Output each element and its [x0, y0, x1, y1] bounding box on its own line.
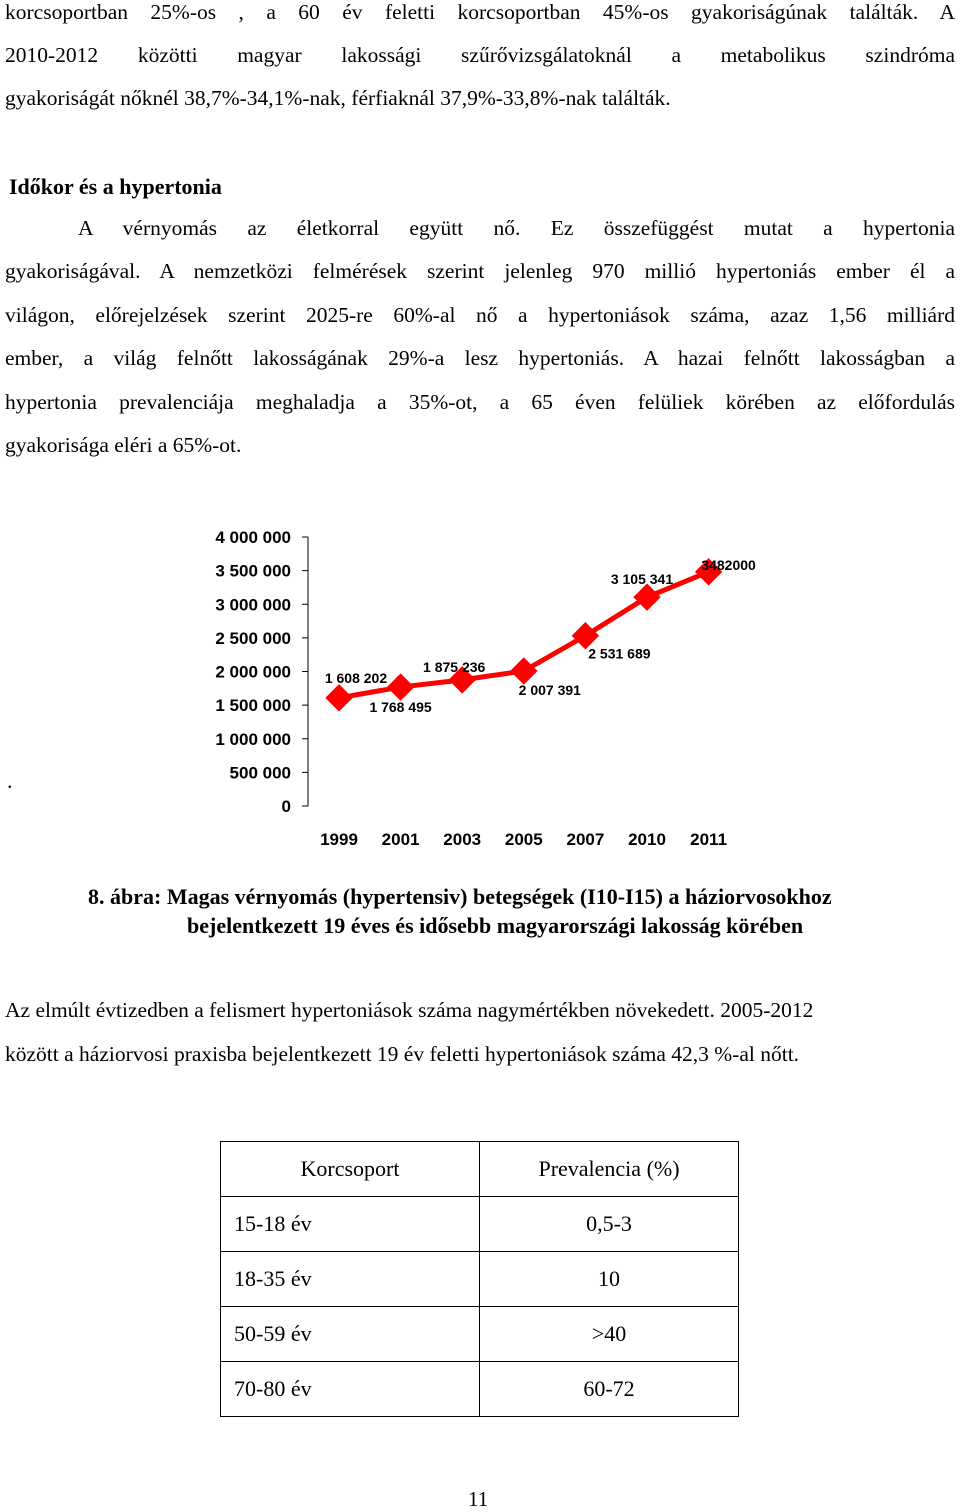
x-tick-label: 2005	[504, 830, 543, 849]
table-row	[221, 1252, 739, 1307]
section-line-1: A vérnyomás az életkorral együtt nő. Ez összefüggést mutat a hypertonia	[78, 216, 955, 240]
intro-line-2: 2010-2012 közötti magyar lakossági szűrővizsgálatoknál a metabolikus szindróma	[5, 43, 955, 67]
x-tick-label: 2003	[443, 830, 482, 849]
section-line-6: gyakorisága eléri a 65%-ot.	[5, 433, 242, 457]
x-axis-ticks	[320, 830, 727, 849]
data-label: 3 105 341	[610, 571, 674, 588]
section-line-3: világon, előrejelzések szerint 2025-re 60%-al nő a hypertoniások száma, azaz 1,56 milliárd	[5, 303, 955, 327]
x-tick-label: 2007	[566, 830, 605, 849]
data-label: 3482000	[701, 556, 756, 573]
page-number: 11	[468, 1487, 489, 1511]
x-tick-label: 2010	[628, 830, 666, 849]
y-axis-ticks	[215, 528, 308, 816]
stray-dot: .	[7, 768, 13, 793]
y-tick-label: 4 000 000	[215, 528, 291, 547]
data-label: 1 875 236	[423, 658, 486, 675]
section-line-4: ember, a világ felnőtt lakosságának 29%-a lesz hypertoniás. A hazai felnőtt lakosságban a	[5, 346, 955, 370]
figure-caption-line-1: 8. ábra: Magas vérnyomás (hypertensiv) betegségek (I10-I15) a háziorvosokhoz	[88, 884, 832, 909]
y-tick-label: 2 500 000	[215, 628, 291, 648]
section-line-2: gyakoriságával. A nemzetközi felmérések szerint jelenleg 970 millió hypertoniás ember él a	[5, 259, 955, 283]
outro-line-2: között a háziorvosi praxisba bejelentkezett 19 év feletti hypertoniások száma 42,3 %-al nőtt.	[5, 1042, 800, 1066]
table-cell: 70-80 év	[221, 1362, 480, 1417]
data-label: 1 608 202	[324, 669, 388, 686]
table-cell: 0,5-3	[480, 1197, 739, 1252]
table-cell: >40	[480, 1307, 739, 1362]
figure-caption-line-2: bejelentkezett 19 éves és idősebb magyarországi lakosság körében	[187, 913, 804, 938]
table-cell: 50-59 év	[221, 1307, 480, 1362]
x-tick-label: 2001	[381, 830, 420, 849]
data-point-marker	[511, 658, 537, 684]
y-tick-label: 0	[281, 797, 291, 816]
data-point-marker	[388, 674, 414, 700]
table-header-row	[221, 1142, 739, 1197]
prevalence-table	[220, 1141, 739, 1417]
table-header-cell: Korcsoport	[221, 1142, 480, 1197]
data-label: 1 768 495	[369, 699, 432, 716]
table-row	[221, 1307, 739, 1362]
data-label: 2 531 689	[588, 645, 651, 662]
table-header-cell: Prevalencia (%)	[480, 1142, 739, 1197]
table-cell: 15-18 év	[221, 1197, 480, 1252]
data-point-marker	[326, 685, 352, 711]
line-chart	[0, 515, 960, 860]
intro-line-1: korcsoportban 25%-os , a 60 év feletti korcsoportban 45%-os gyakoriságúnak találták. A	[5, 0, 955, 24]
data-label: 2 007 391	[518, 682, 581, 699]
y-tick-label: 2 000 000	[215, 662, 291, 682]
table-row	[221, 1362, 739, 1417]
x-tick-label: 2011	[690, 830, 728, 849]
y-tick-label: 3 500 000	[215, 561, 291, 581]
y-tick-label: 500 000	[229, 763, 291, 783]
y-tick-label: 1 000 000	[215, 729, 291, 749]
x-tick-label: 1999	[320, 830, 358, 849]
data-point-marker	[634, 584, 660, 610]
section-line-5: hypertonia prevalenciája meghaladja a 35%-ot, a 65 éven felüliek körében az előfordulás	[5, 390, 955, 414]
intro-line-3: gyakoriságát nőknél 38,7%-34,1%-nak, férfiaknál 37,9%-33,8%-nak találták.	[5, 86, 671, 110]
section-heading: Időkor és a hypertonia	[9, 174, 222, 199]
table-cell: 18-35 év	[221, 1252, 480, 1307]
y-tick-label: 1 500 000	[215, 696, 291, 716]
y-tick-label: 3 000 000	[215, 595, 291, 615]
table-cell: 60-72	[480, 1362, 739, 1417]
table-cell: 10	[480, 1252, 739, 1307]
table-row	[221, 1197, 739, 1252]
outro-line-1: Az elmúlt évtizedben a felismert hypertoniások száma nagymértékben növekedett. 2005-2012	[5, 998, 814, 1022]
